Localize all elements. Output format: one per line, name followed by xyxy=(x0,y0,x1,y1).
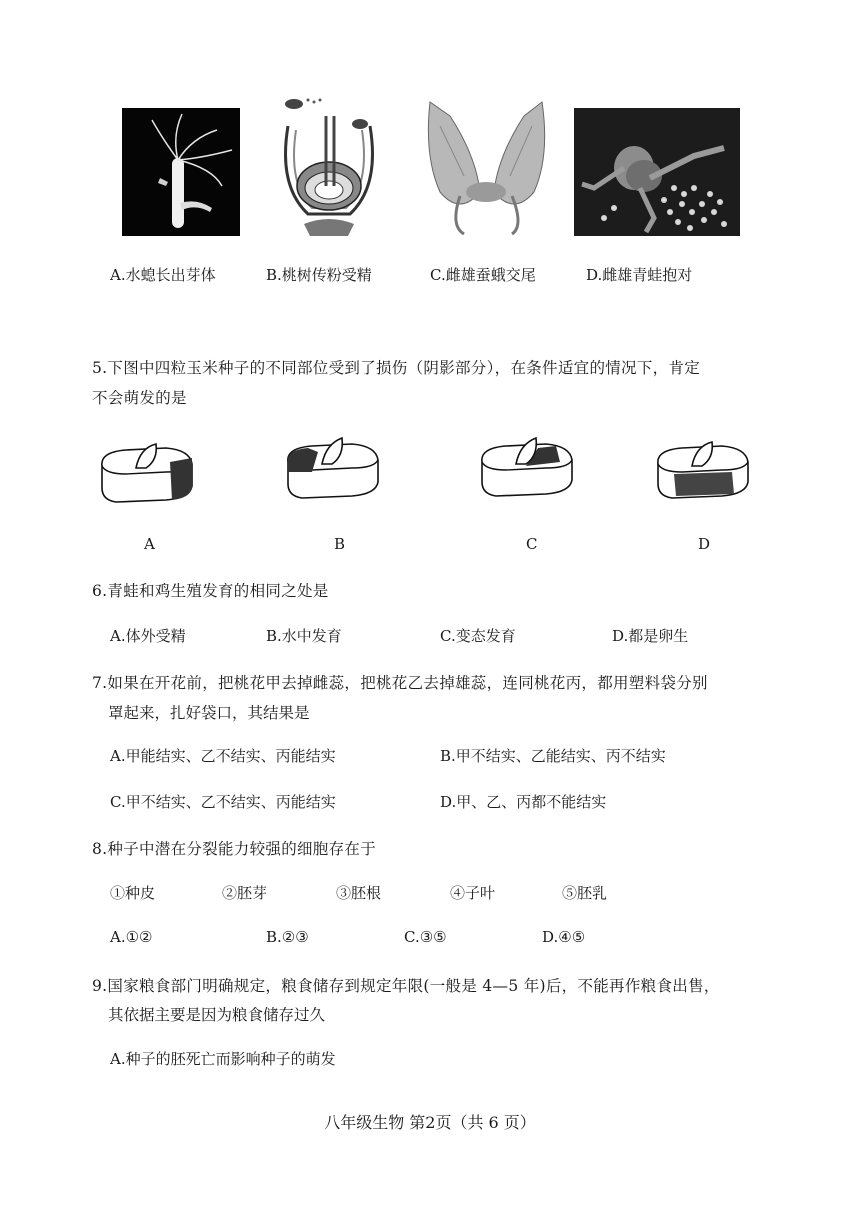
q6-stem: 6.青蛙和鸡生殖发育的相同之处是 xyxy=(92,582,329,600)
q9-stem-line2: 其依据主要是因为粮食储存过久 xyxy=(108,1006,326,1024)
q8-item-3: ③胚根 xyxy=(336,884,382,902)
q8-option-b: B.②③ xyxy=(266,928,309,946)
q5-stem-line2: 不会萌发的是 xyxy=(92,389,187,407)
q8-item-4: ④子叶 xyxy=(450,884,496,902)
q7-stem-line1: 7.如果在开花前，把桃花甲去掉雌蕊，把桃花乙去掉雄蕊，连同桃花丙，都用塑料袋分别 xyxy=(92,674,708,692)
hydra-budding-image xyxy=(122,108,240,236)
corn-seed-d-diagram xyxy=(652,436,752,504)
q6-option-a: A.体外受精 xyxy=(110,627,186,645)
q7-stem-line2: 罩起来，扎好袋口，其结果是 xyxy=(108,704,310,722)
q8-item-5: ⑤胚乳 xyxy=(562,884,608,902)
silkmoth-mating-image xyxy=(420,96,554,238)
q8-item-1: ①种皮 xyxy=(110,884,156,902)
corn-seed-c-diagram xyxy=(476,432,576,500)
page-footer: 八年级生物 第2页（共 6 页） xyxy=(324,1113,536,1132)
q8-option-a: A.①② xyxy=(110,928,153,946)
q8-option-d: D.④⑤ xyxy=(542,928,586,946)
q5-label-b: B xyxy=(334,535,346,553)
q8-option-c: C.③⑤ xyxy=(404,928,447,946)
q5-label-d: D xyxy=(698,535,711,553)
q6-option-d: D.都是卵生 xyxy=(612,627,689,645)
q7-option-d: D.甲、乙、丙都不能结实 xyxy=(440,793,607,811)
q4-caption-a: A.水螅长出芽体 xyxy=(110,266,216,284)
q4-caption-b: B.桃树传粉受精 xyxy=(266,266,372,284)
q9-stem-line1: 9.国家粮食部门明确规定，粮食储存到规定年限(一般是 4—5 年)后，不能再作粮食出售， xyxy=(92,977,720,995)
q9-option-a: A.种子的胚死亡而影响种子的萌发 xyxy=(110,1050,336,1068)
q7-option-c: C.甲不结实、乙不结实、丙能结实 xyxy=(110,793,336,811)
corn-seed-b-diagram xyxy=(282,432,382,502)
q5-label-a: A xyxy=(144,535,155,553)
q8-item-2: ②胚芽 xyxy=(222,884,268,902)
q7-option-a: A.甲能结实、乙不结实、丙能结实 xyxy=(110,747,336,765)
q5-label-c: C xyxy=(526,535,538,553)
peach-pollination-diagram xyxy=(268,96,390,240)
frog-amplexus-image xyxy=(574,108,740,236)
q5-stem-line1: 5.下图中四粒玉米种子的不同部位受到了损伤（阴影部分），在条件适宜的情况下，肯定 xyxy=(92,359,701,377)
q6-option-c: C.变态发育 xyxy=(440,627,516,645)
corn-seed-a-diagram xyxy=(96,438,196,506)
q7-option-b: B.甲不结实、乙能结实、丙不结实 xyxy=(440,747,666,765)
q6-option-b: B.水中发育 xyxy=(266,627,342,645)
q8-stem: 8.种子中潜在分裂能力较强的细胞存在于 xyxy=(92,840,376,858)
q4-caption-c: C.雌雄蚕蛾交尾 xyxy=(430,266,536,284)
q4-caption-d: D.雌雄青蛙抱对 xyxy=(586,266,693,284)
